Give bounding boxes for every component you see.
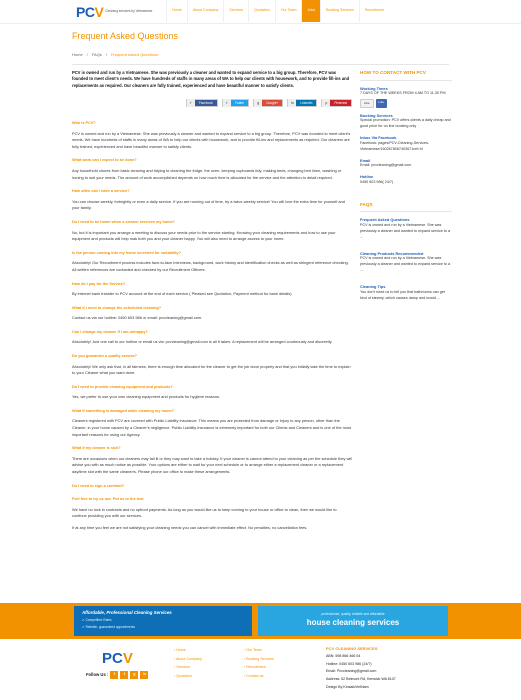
faq-answer: Contact us via our hotline: 0450 603 986 or email: pcvcleaning@gmail.com.	[72, 315, 203, 321]
sidebar-faq-title[interactable]: Frequent Asked Questions	[360, 217, 410, 223]
breadcrumb	[72, 52, 158, 58]
booking-label: Booking Services	[360, 112, 393, 118]
inbox-label: Inbox Via Facebook	[360, 135, 397, 141]
footer-link[interactable]: › Home	[174, 648, 186, 652]
working-times-label: Working Times	[360, 85, 388, 91]
google-plus-icon[interactable]: g	[130, 671, 138, 679]
logo-tagline: Cleaning services by Vietnamese	[105, 9, 153, 14]
footer-logo[interactable]: PCV	[102, 650, 133, 667]
sidebar-faq-excerpt: PCV is owned and run by a Vietnamese. She was previously a cleaner and wanted to expand service to a ...	[360, 223, 450, 239]
faq-question: How often can I have a service?	[72, 189, 130, 194]
hotline-label: Hotline	[360, 174, 374, 180]
banner-right-subtitle: professional, quality, reliable and affordable	[321, 612, 385, 616]
faq-answer: No, but it is important you arrange a meeting to discuss your needs prior to the service starting. Knowing your cleaning requirements and how to use your equipment and products will help mak both you and your cleaner happy. You will also need to arrange access to your home.	[72, 229, 336, 242]
faq-answer: Yes, we prefer to use your own cleaning equipment and products for hygiene reasons.	[72, 394, 221, 400]
faq-answer: By internet bank transfer to PCV account at the end of each service.( Pleased see Quotation- Payment method for bank details)	[72, 291, 292, 297]
banner-right-title: house cleaning services	[306, 617, 400, 627]
footer-link[interactable]: › Booking Services	[244, 656, 274, 661]
faq-answer: We have no lock in contracts and no upfront payments. As long as you would like us to keep coming to your house or office to clean, then we would like to continue providing you with our services.	[72, 506, 337, 519]
email-label: Email	[360, 157, 371, 163]
hotline-text: 0450 603 986( 24/7)	[360, 179, 394, 184]
twitter-icon[interactable]: t	[120, 671, 128, 679]
footer-email[interactable]: Email: Pcvcleaning@gmail.com	[326, 669, 377, 674]
top-navigation-bar	[0, 0, 521, 24]
logo-wordmark: PCV	[76, 3, 104, 20]
faq-answer: Cleaners registered with PCV are covered with Public Liability Insurance. This means you are protected from damage or injury to any person, other than the Cleaner, in your home caused by a Cleaner's negligence. Public Liability Insurance is extremely important for both our Clients and Cleaners and is one of the most important reasons for using our Agency.	[72, 418, 352, 437]
footer-link[interactable]: › Quotation	[174, 674, 192, 679]
faq-answer: Any household chores from basic cleaning and tidying to cleaning the fridge, the oven, keeping cupboards tidy, making beds, changing bed linen, washing or ironing to suit your needs. The amount of work accomplished depends on how much time is allocated for the service and the attention to detail required.	[72, 167, 342, 180]
faq-answer: If at any time you feel we are not satisfying your cleaning needs you can cancel with immediate effect. No penalties, no cancellation fees.	[72, 525, 308, 531]
footer-address: Address: 52 Belmont Rd, Kenwick WA 6107	[326, 676, 396, 681]
sidebar-faq-excerpt: PCV is owned and run by a Vietnamese. She was previously a cleaner and wanted to expand service to a ...	[360, 256, 450, 273]
faq-question: Do you guarantee a quality service?	[72, 354, 137, 358]
footer-links-col2	[244, 648, 274, 683]
faq-question: What if something is damaged while cleaning my home?	[72, 408, 174, 413]
nav-about-company[interactable]: About Company	[187, 0, 224, 22]
banner-check-item: ✔ Reliable, guaranteed appointments	[82, 625, 136, 630]
footer-contact	[326, 646, 396, 692]
linkedin-icon[interactable]: in	[140, 671, 148, 679]
linkedin-icon: in	[288, 99, 296, 107]
footer-design-credit: Design By KinsakiVietNam	[326, 684, 369, 689]
share-linkedin-button[interactable]: in LinkedIn	[287, 99, 317, 107]
main-menu	[166, 0, 389, 22]
breadcrumb-separator: /	[86, 52, 88, 57]
faq-question: What work can I expect to be done?	[72, 158, 137, 163]
google-plus-icon: g	[254, 99, 262, 107]
banner-left-panel	[74, 606, 252, 636]
breadcrumb-separator: /	[105, 52, 107, 57]
footer-links-col1	[174, 648, 202, 683]
pcv-logo[interactable]	[76, 4, 153, 20]
breadcrumb-home[interactable]: Home	[72, 52, 83, 57]
faq-question: Do I need to be home when a cleaner services my home?	[72, 220, 175, 225]
banner-right-panel	[258, 606, 448, 636]
intro-paragraph: PCV is owned and run by a Vietnamese. She was previously a cleaner and wanted to expand service to a big group. Therefore, PCV was founded to meet client's needs. We have hundreds of staffs in many areas of WA to help our clients with housework, and to provide fill-ins and replacements as required. Our cleaners are fully trained, experienced and have beautiful manner to satisfy clients.	[72, 70, 350, 88]
faq-question: Is the person coming into my home screened for suitability?	[72, 250, 181, 255]
banner-check-item: ✔ Competitive Rates	[82, 618, 112, 623]
faq-answer: You can choose weekly, fortnightly or even a daily service. If you are running out of time, try a twice-weekly service! You will love the extra time for yourself and your family.	[72, 198, 345, 211]
divider	[72, 64, 449, 65]
faq-list	[72, 121, 352, 532]
like-buttons	[360, 99, 452, 107]
footer-abn: ABN: 598 866 466 54	[326, 653, 361, 658]
faq-answer: PCV is owned and run by a Vietnamese. She was previously a cleaner and wanted to expand service to a big group. Therefore, PCV was founded to meet client's needs. We have hundreds of staffs in many areas of WA to help our clients with housework, and to provide fill-ins and replacements as required. Our cleaners are fully trained, experienced and have beautiful manner to satisfy clients.	[72, 130, 351, 149]
facebook-icon: f	[187, 99, 195, 107]
share-facebook-button[interactable]: f Facebook	[186, 99, 218, 107]
footer-hotline: Hotline: 0450 603 986 (24/7)	[326, 661, 372, 666]
breadcrumb-faqs[interactable]: FAQs	[91, 52, 102, 57]
share-twitter-button[interactable]: t Twitter	[222, 99, 249, 107]
faq-question: Do I need to provide cleaning equipment and products?	[72, 384, 173, 389]
nav-quotation[interactable]: Quotation	[248, 0, 275, 22]
nav-services[interactable]: Services	[223, 0, 248, 22]
share-pinterest-button[interactable]: p Pinterest	[321, 99, 352, 107]
faq-question: What if my cleaner is sick?	[72, 446, 121, 451]
faq-answer: There are occasions when our cleaners may fall ill or they may want to take a holiday. If your cleaner is cannot attend to your cleaning as per the schedule they will advise you with as much notice as possible. Your options are either to wait for your next schedule or to arrange either a replacement cleaner or a replacement day/time slot with the same cleaner/s. Please phone our office to make these arrangements.	[72, 455, 352, 475]
share-bar	[72, 99, 352, 107]
working-times-text: 7 DAYS OF THE WEEKS FROM 4 AM TO 11.30 PM	[360, 91, 446, 96]
faq-question: Feel free to try us out. Put us to the test.	[72, 497, 145, 502]
email-text[interactable]: Email: pcvcleaning@gmail.com	[360, 163, 412, 168]
sidebar-faq-excerpt: You don't need us to tell you that bathrooms can get kind of steamy, which causes damp and mould ...	[360, 289, 445, 300]
banner-left-title: Affordable, Professional Cleaning Services	[82, 610, 172, 615]
breadcrumb-current: Frequent Asked Questions	[110, 52, 159, 57]
sidebar	[360, 70, 452, 302]
twitter-icon: t	[223, 99, 231, 107]
nav-our-team[interactable]: Our Team	[275, 0, 302, 22]
faq-answer: Absolutely! Our Recruitment process includes face-to-face interviews, background, work history and identification checks as well as stringent reference checking. All written references are contacted and checked by our Recruitment Officers.	[72, 260, 349, 272]
faq-answer: Absolutely! Just one call to our hotline or email us via: pcvcleaning@gmail.com is all it takes. A replacement will be arranged courteously and discreetly.	[72, 339, 333, 345]
faq-question: What if I need to change the scheduled cleaning?	[72, 305, 162, 310]
contact-heading: HOW TO CONTACT WITH PCV	[360, 70, 452, 81]
footer-contact-heading: PCV CLEANING SERVICES	[326, 646, 378, 651]
footer	[72, 642, 452, 700]
promo-banner	[0, 603, 521, 639]
sidebar-faq-title[interactable]: Cleaning Tips	[360, 284, 386, 290]
footer-link[interactable]: › Services	[174, 665, 190, 670]
nav-recruitment[interactable]: Recruitment	[359, 0, 389, 22]
sidebar-faqs	[360, 202, 452, 302]
like-button[interactable]: Like	[360, 99, 374, 107]
sidebar-faq-title[interactable]: Cleaning Products Recommended	[360, 250, 424, 256]
facebook-like-button[interactable]: Like	[376, 99, 388, 107]
follow-label: Follow Us :	[86, 671, 109, 677]
faq-content	[72, 70, 352, 532]
faq-question: Do I need to sign a contract?	[72, 483, 125, 488]
footer-link[interactable]: › Recruitment	[244, 665, 266, 670]
inbox-text[interactable]: Facebook: pages/PCV-Cleaning-Services-Vietnamese/1602678067403671ref=hl	[360, 140, 430, 151]
facebook-icon[interactable]: f	[110, 671, 118, 679]
page-title: Frequent Asked Questions	[72, 31, 179, 41]
faq-question: Who is PCV?	[72, 121, 96, 126]
nav-jobs[interactable]: Jobs	[301, 0, 320, 22]
pinterest-icon: p	[322, 99, 330, 107]
faq-question: Can I change my cleaner if I am unhappy?	[72, 329, 148, 334]
footer-link[interactable]: › Contact us	[244, 674, 264, 679]
nav-booking-services[interactable]: Booking Services	[320, 0, 359, 22]
faq-question: How do I pay for the Service?	[72, 281, 126, 286]
follow-us	[86, 671, 148, 679]
booking-text: Special promotion: PCV offers clients a daily cheap and good price for on line booking only	[360, 118, 451, 129]
nav-home[interactable]: Home	[166, 0, 187, 22]
share-google-button[interactable]: g Google+	[253, 99, 283, 107]
footer-link[interactable]: › Our Team	[244, 648, 262, 652]
faqs-heading: FAQS	[360, 202, 452, 213]
faq-answer: Absolutely! We only ask that, in all fairness, there is enough time allocated for the cleaner to get the job done properly and that you initially take the time to explain to your Cleaner what you want done.	[72, 363, 351, 376]
footer-link[interactable]: › About Company	[174, 656, 202, 661]
